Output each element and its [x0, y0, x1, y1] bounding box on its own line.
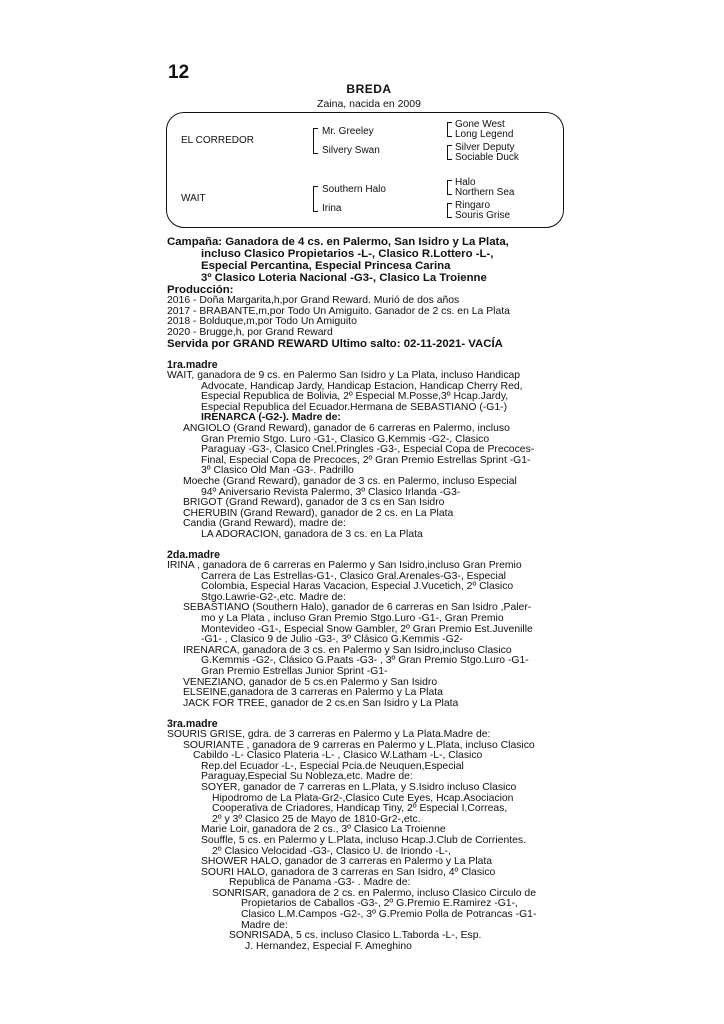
pedigree-g3: Souris Grise [455, 210, 511, 221]
pedigree-sire-sire: Mr. Greeley [322, 126, 374, 137]
text-line: Final, Especial Copa de Precoces, 2º Gran Premio Estrellas Sprint -G1- [201, 454, 531, 466]
text-line: Marie Loir, ganadora de 2 cs., 3º Clasico La Troienne [201, 824, 446, 836]
text-line: 2016 - Doña Margarita,h,por Grand Reward. Murió de dos años [167, 295, 460, 306]
pedigree-dam-sire: Southern Halo [322, 184, 386, 195]
text-line: Campaña: Ganadora de 4 cs. en Palermo, San Isidro y La Plata, [167, 236, 509, 248]
text-line: IRENARCA (-G2-). Madre de: [201, 412, 341, 424]
text-line: 94º Aniversario Revista Palermo, 3º Clasico Irlanda -G3- [201, 486, 461, 498]
text-line: Paraguay -G3-, Clasico Cnel.Pringles -G3-, Especial Copa de Precoces- [201, 444, 535, 456]
text-line: SOURIANTE , ganadora de 9 carreras en Palermo y L.Plata, incluso Clasico [183, 739, 535, 751]
text-line: Especial Percantina, Especial Princesa Carina [201, 260, 451, 272]
pedigree-dam: WAIT [181, 193, 206, 204]
text-line: Republica de Panama -G3- . Madre de: [229, 877, 411, 889]
pedigree-g3: Long Legend [455, 129, 514, 140]
text-line: Especial Republica del Ecuador.Hermana de SEBASTIANO (-G1-) [201, 401, 508, 413]
pedigree-g3: Northern Sea [455, 187, 515, 198]
text-line: Clasico L.M.Campos -G2-, 3º G.Premio Polla de Potrancas -G1- [241, 909, 537, 921]
text-line: Producción: [167, 284, 234, 296]
text-line: BRIGOT (Grand Reward), ganador de 3 cs en San Isidro [183, 497, 445, 509]
text-line: Souffle, 5 cs. en Palermo y L.Plata, incluso Hcap.J.Club de Corrientes. [201, 834, 526, 846]
text-line: JACK FOR TREE, ganador de 2 cs.en San Isidro y La Plata [183, 697, 459, 709]
horse-description: Zaina, nacida en 2009 [317, 98, 421, 110]
text-line: IRINA , ganadora de 6 carreras en Palermo y San Isidro,incluso Gran Premio [167, 560, 522, 572]
text-line: Montevideo -G1-, Especial Snow Gambler, 2º Gran Premio Est.Juvenille [201, 623, 533, 635]
text-line: Candia (Grand Reward), madre de: [183, 518, 346, 530]
text-line: ELSEINE,ganadora de 3 carreras en Palermo y La Plata [183, 687, 443, 699]
page-number: 12 [168, 62, 190, 83]
text-line: 2017 - BRABANTE,m,por Todo Un Amiguito. Ganador de 2 cs. en La Plata [167, 305, 510, 317]
text-line: 2da.madre [167, 549, 220, 562]
text-line: LA ADORACION, ganadora de 3 cs. en La Plata [201, 528, 423, 540]
bracket-g3-2 [447, 145, 452, 160]
pedigree-sire-dam: Silvery Swan [322, 145, 380, 156]
text-line: 2020 - Brugge,h, por Grand Reward [167, 326, 333, 338]
text-line: WAIT, ganadora de 9 cs. en Palermo San Isidro y La Plata, incluso Handicap [167, 369, 521, 381]
text-line: mo y La Plata , incluso Gran Premio Stgo.Luro -G1-, Gran Premio [201, 613, 504, 625]
pedigree-sire: EL CORREDOR [181, 135, 254, 146]
bracket-g3-1 [447, 122, 452, 137]
text-line: 2º y 3º Clasico 25 de Mayo de 1810-Gr2-,etc. [212, 813, 421, 825]
text-line: SHOWER HALO, ganador de 3 carreras en Palermo y La Plata [201, 856, 493, 868]
text-line: 2018 - Bolduque,m,por Todo Un Amiguito [167, 316, 357, 328]
text-line: Servida por GRAND REWARD Ultimo salto: 02-11-2021- VACÍA [167, 338, 503, 351]
text-line: Paraguay,Especial Su Nobleza,etc. Madre de: [201, 771, 413, 783]
text-line: 2º Clasico Velocidad -G3-, Clasico U. de Iriondo -L-, [212, 845, 451, 857]
text-line: Hipodromo de La Plata-Gr2-,Clasico Cute Eyes, Hcap.Asociacion [212, 792, 514, 804]
text-line: Gran Premio Estrellas Junior Sprint -G1- [201, 666, 388, 677]
text-line: SONRISADA, 5 cs. incluso Clasico L.Taborda -L-, Esp. [229, 930, 482, 942]
pedigree-g3: Halo [455, 177, 476, 188]
text-line: Propietarios de Caballos -G3-, 2º G.Premio E.Ramirez -G1-, [241, 898, 518, 910]
bracket-sire [313, 128, 318, 154]
catalog-entry-text [167, 236, 567, 952]
text-line: J. Hernandez, Especial F. Ameghino [245, 940, 412, 952]
text-line: SOYER, ganador de 7 carreras en L.Plata, y S.Isidro incluso Clasico [201, 781, 517, 793]
text-line: Cabildo -L- Clasico Plateria -L- , Clasico W.Latham -L-, Clasico [193, 750, 483, 762]
text-line: Moeche (Grand Reward), ganador de 3 cs. en Palermo, incluso Especial [183, 475, 517, 487]
bracket-dam [313, 186, 318, 212]
text-line: ANGIOLO (Grand Reward), ganador de 6 carreras en Palermo, incluso [183, 422, 510, 434]
text-line: SOURI HALO, ganadora de 3 carreras en San Isidro, 4º Clasico [201, 866, 496, 878]
text-line: Rep.del Ecuador -L-, Especial Pcia.de Neuquen,Especial [201, 760, 464, 772]
text-line: SEBASTIANO (Southern Halo), ganador de 6 carreras en San Isidro ,Paler- [183, 602, 532, 614]
text-line: Cooperativa de Criadores, Handicap Tiny, 2º Especial I.Correas, [212, 803, 508, 815]
text-line: incluso Clasico Propietarios -L-, Clasico R.Lottero -L-, [201, 248, 494, 260]
text-line: 3º Clasico Loteria Nacional -G3-, Clasico La Troienne [201, 272, 487, 284]
text-line: 3º Clasico Old Man -G3-. Padrillo [201, 465, 354, 477]
text-line: Carrera de Las Estrellas-G1-, Clasico Gral.Arenales-G3-, Especial [201, 570, 506, 582]
pedigree-g3: Ringaro [455, 200, 491, 211]
text-line: IRENARCA, ganadora de 3 cs. en Palermo y San Isidro,incluso Clasico [183, 644, 512, 656]
text-line: Advocate, Handicap Jardy, Handicap Estacion, Handicap Cherry Red, [201, 380, 523, 392]
text-line: Madre de: [241, 919, 288, 931]
pedigree-g3: Sociable Duck [455, 152, 519, 163]
text-line: SOURIS GRISE, gdra. de 3 carreras en Palermo y La Plata.Madre de: [167, 728, 491, 740]
text-line: 3ra.madre [167, 718, 218, 731]
text-line: Colombia, Especial Haras Vacacion, Especial J.Vucetich, 2º Clasico [201, 581, 514, 593]
text-line: VENEZIANO, ganador de 5 cs.en Palermo y San Isidro [183, 676, 438, 688]
text-line: 1ra.madre [167, 359, 218, 372]
text-line: G.Kemmis -G2-, Clásico G.Paats -G3- , 3º Gran Premio Stgo.Luro -G1- [201, 655, 529, 667]
text-line: Gran Premio Stgo. Luro -G1-, Clasico G.Kemmis -G2-, Clasico [201, 433, 490, 445]
bracket-g3-4 [447, 203, 452, 218]
bracket-g3-3 [447, 180, 452, 195]
text-line: -G1- , Clasico 9 de Julio -G3-, 3º Clásico G.Kemmis -G2- [201, 634, 463, 646]
pedigree-g3: Silver Deputy [455, 142, 515, 153]
pedigree-g3: Gone West [455, 119, 505, 130]
text-line: Stgo.Lawrie-G2-,etc. Madre de: [201, 591, 346, 603]
pedigree-dam-dam: Irina [322, 203, 342, 214]
horse-name: BREDA [346, 82, 392, 96]
text-line: Especial Republica de Bolivia, 2º Especial M.Posse,3º Hcap.Jardy, [201, 391, 509, 403]
text-line: SONRISAR, ganadora de 2 cs. en Palermo, incluso Clasico Circulo de [212, 887, 536, 899]
text-line: CHERUBIN (Grand Reward), ganador de 2 cs. en La Plata [183, 507, 454, 519]
